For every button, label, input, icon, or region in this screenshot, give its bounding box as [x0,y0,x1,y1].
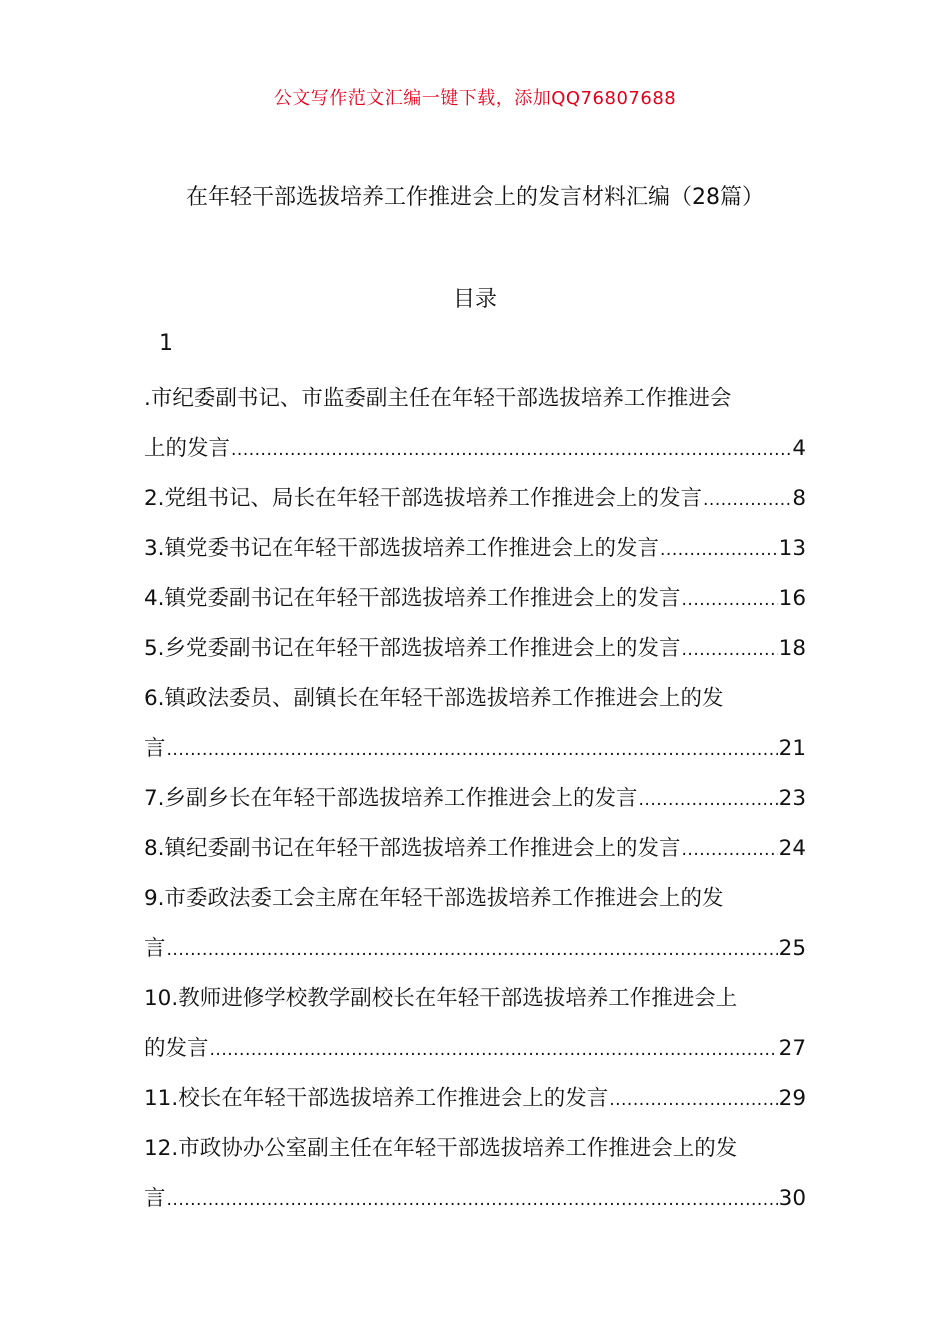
toc-entry-title-line: .市纪委副书记、市监委副主任在年轻干部选拔培养工作推进会 [144,386,732,411]
toc-entry-page: 25 [778,936,806,961]
toc-entry-leader-line [144,524,806,574]
toc-entry-leader-line [144,774,806,824]
dot-leader [210,1025,778,1074]
toc-entry-title: 8.镇纪委副书记在年轻干部选拔培养工作推进会上的发言 [144,836,681,861]
dot-leader [639,775,778,824]
toc-entry[interactable] [144,374,806,474]
toc-entry-leader-line [144,824,806,874]
toc-entry-title-continuation: 言 [144,736,166,761]
toc-entry-title: 7.乡副乡长在年轻干部选拔培养工作推进会上的发言 [144,786,638,811]
toc-entry[interactable] [144,674,806,774]
toc-entry-title: 4.镇党委副书记在年轻干部选拔培养工作推进会上的发言 [144,586,681,611]
toc-entry-title-line: 6.镇政法委员、副镇长在年轻干部选拔培养工作推进会上的发 [144,686,724,711]
document-title: 在年轻干部选拔培养工作推进会上的发言材料汇编（28篇） [186,185,764,210]
toc-entry-page: 29 [778,1086,806,1111]
dot-leader [660,525,778,574]
toc-entry-title-continuation: 的发言 [144,1036,209,1061]
toc-entry-leader-line [144,924,806,974]
toc-entry-page: 8 [792,486,806,511]
toc-entry-page: 23 [778,786,806,811]
dot-leader [167,1175,778,1224]
toc-entry-leader-line [144,1174,806,1224]
toc-entry-leader-line [144,1024,806,1074]
toc-entry-page: 13 [778,536,806,561]
dot-leader [703,475,791,524]
toc-entry-title-continuation: 上的发言 [144,436,231,461]
dot-leader [609,1075,777,1124]
toc-entry-leader-line [144,424,806,474]
toc-entry-leader-line [144,1074,806,1124]
toc-entry-title-line: 10.教师进修学校教学副校长在年轻干部选拔培养工作推进会上 [144,986,738,1011]
toc-entry-title-continuation: 言 [144,936,166,961]
toc-entry-page: 4 [792,436,806,461]
toc-entry-page: 18 [778,636,806,661]
toc-entry[interactable] [144,624,806,674]
toc-entry-page: 16 [778,586,806,611]
toc-entry-leader-line [144,724,806,774]
toc-entry[interactable] [144,824,806,874]
toc-entry-title: 11.校长在年轻干部选拔培养工作推进会上的发言 [144,1086,609,1111]
dot-leader [167,725,778,774]
toc-entry-title-line: 9.市委政法委工会主席在年轻干部选拔培养工作推进会上的发 [144,886,724,911]
toc-entry[interactable] [144,524,806,574]
toc-entry-page: 24 [778,836,806,861]
dot-leader [682,575,778,624]
toc-entry-title-line: 12.市政协办公室副主任在年轻干部选拔培养工作推进会上的发 [144,1136,738,1161]
toc-entry-title: 2.党组书记、局长在年轻干部选拔培养工作推进会上的发言 [144,486,703,511]
toc-entry-leader-line [144,624,806,674]
dot-leader [682,625,778,674]
toc-entry[interactable] [144,974,806,1074]
toc-entry[interactable] [144,474,806,524]
toc-section-number: 1 [159,331,173,356]
dot-leader [682,825,778,874]
toc-entry[interactable] [144,1074,806,1124]
toc-entry-title: 3.镇党委书记在年轻干部选拔培养工作推进会上的发言 [144,536,660,561]
toc-entry[interactable] [144,574,806,624]
table-of-contents [144,374,806,1224]
toc-entry-title: 5.乡党委副书记在年轻干部选拔培养工作推进会上的发言 [144,636,681,661]
toc-entry-page: 21 [778,736,806,761]
toc-entry-leader-line [144,474,806,524]
download-banner: 公文写作范文汇编一键下载，添加QQ76807688 [273,88,677,109]
dot-leader [231,425,791,474]
toc-entry[interactable] [144,1124,806,1224]
toc-entry-leader-line [144,574,806,624]
toc-entry[interactable] [144,774,806,824]
toc-entry-page: 27 [778,1036,806,1061]
dot-leader [167,925,778,974]
toc-entry[interactable] [144,874,806,974]
toc-entry-title-continuation: 言 [144,1186,166,1211]
toc-heading: 目录 [452,287,497,312]
toc-entry-page: 30 [778,1186,806,1211]
